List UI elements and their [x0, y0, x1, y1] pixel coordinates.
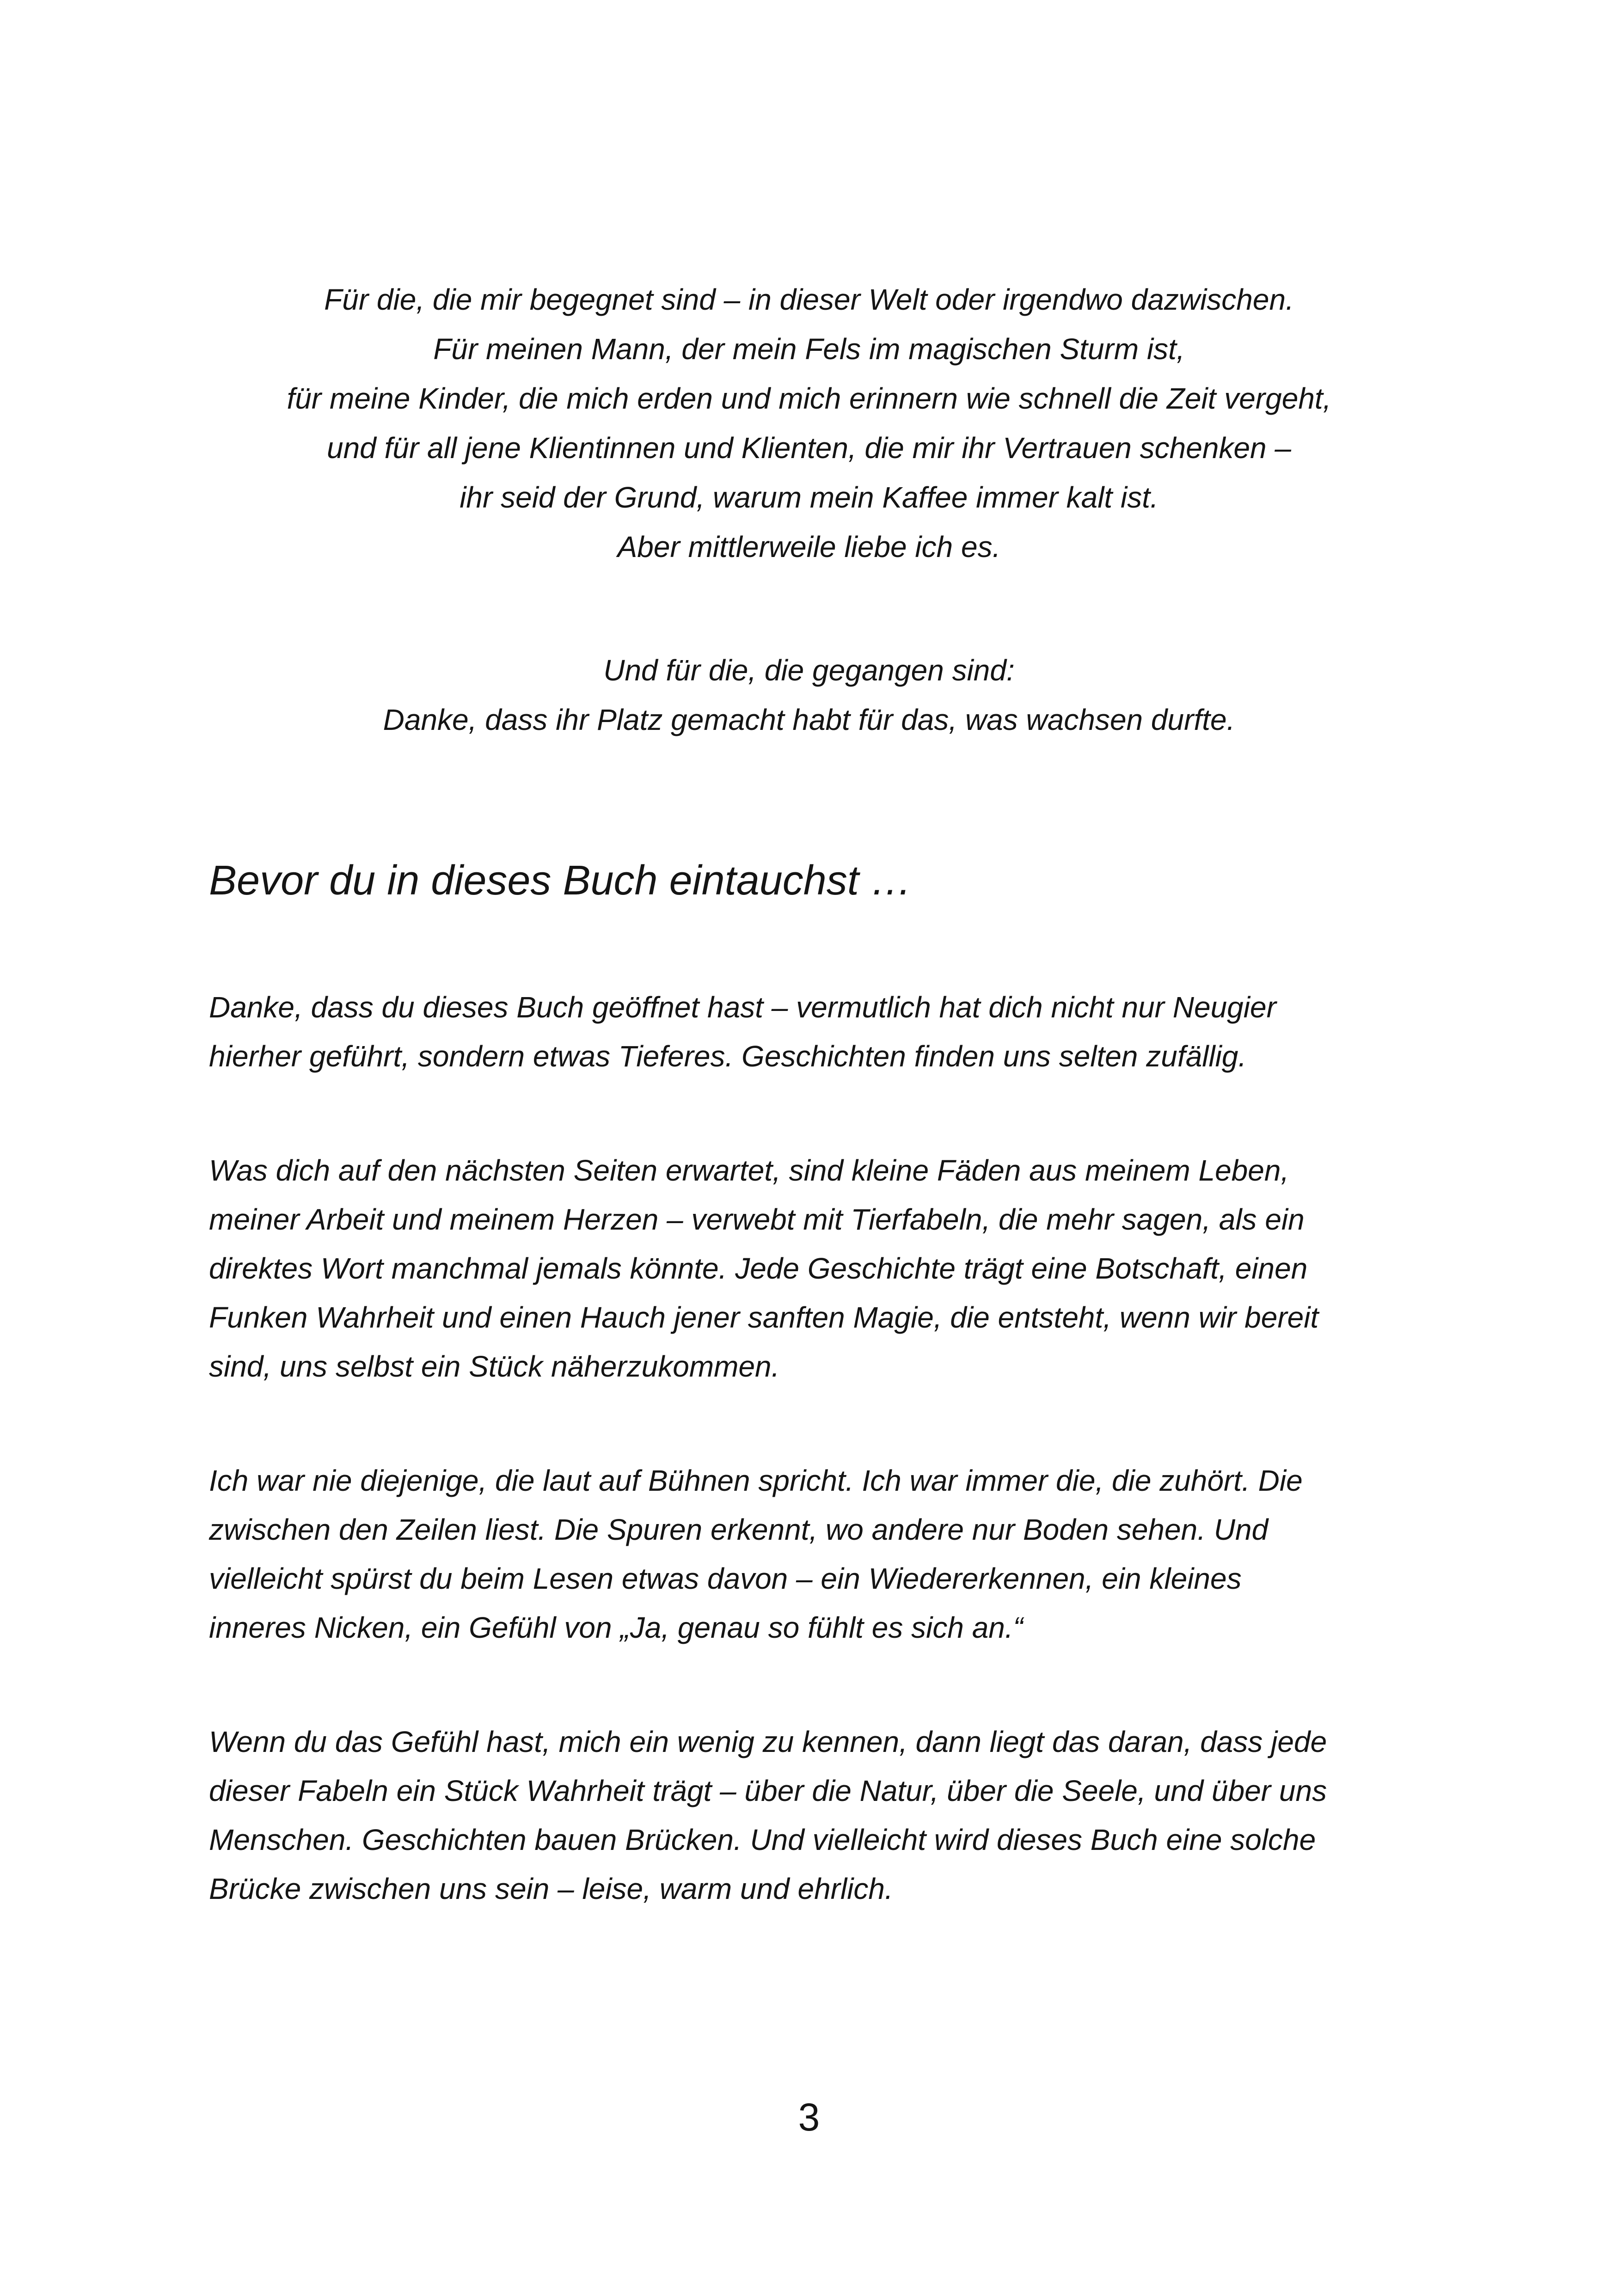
paragraph-line: Menschen. Geschichten bauen Brücken. Und vielleicht wird dieses Buch eine solche	[209, 1823, 1316, 1856]
paragraph-line: vielleicht spürst du beim Lesen etwas davon – ein Wiedererkennen, ein kleines	[209, 1562, 1242, 1595]
paragraph	[209, 983, 1457, 1081]
page-number: 3	[798, 2095, 820, 2139]
paragraph	[209, 1456, 1457, 1652]
paragraph-line: zwischen den Zeilen liest. Die Spuren erkennt, wo andere nur Boden sehen. Und	[209, 1513, 1269, 1546]
dedication-line: Aber mittlerweile liebe ich es.	[617, 530, 1001, 563]
paragraph-line: Ich war nie diejenige, die laut auf Bühnen spricht. Ich war immer die, die zuhört. Die	[209, 1464, 1303, 1497]
paragraph-line: Brücke zwischen uns sein – leise, warm und ehrlich.	[209, 1872, 893, 1905]
paragraph-line: sind, uns selbst ein Stück näherzukommen.	[209, 1350, 780, 1383]
paragraph-line: meiner Arbeit und meinem Herzen – verwebt mit Tierfabeln, die mehr sagen, als ein	[209, 1203, 1305, 1236]
dedication-line: Für meinen Mann, der mein Fels im magischen Sturm ist,	[433, 332, 1185, 366]
section-body	[209, 983, 1457, 1978]
paragraph-line: Wenn du das Gefühl hast, mich ein wenig zu kennen, dann liegt das daran, dass jede	[209, 1725, 1327, 1758]
paragraph	[209, 1717, 1457, 1913]
dedication	[139, 275, 1479, 745]
paragraph-line: Danke, dass du dieses Buch geöffnet hast – vermutlich hat dich nicht nur Neugier	[209, 991, 1276, 1024]
paragraph-line: hierher geführt, sondern etwas Tieferes. Geschichten finden uns selten zufällig.	[209, 1040, 1247, 1073]
paragraph-line: Was dich auf den nächsten Seiten erwartet, sind kleine Fäden aus meinem Leben,	[209, 1154, 1289, 1187]
paragraph-line: Funken Wahrheit und einen Hauch jener sanften Magie, die entsteht, wenn wir bereit	[209, 1301, 1319, 1334]
paragraph-line: dieser Fabeln ein Stück Wahrheit trägt – über die Natur, über die Seele, und über uns	[209, 1774, 1327, 1807]
paragraph-line: direktes Wort manchmal jemals könnte. Jede Geschichte trägt eine Botschaft, einen	[209, 1252, 1308, 1285]
paragraph	[209, 1146, 1457, 1391]
dedication-line: für meine Kinder, die mich erden und mich erinnern wie schnell die Zeit vergeht,	[287, 382, 1331, 415]
dedication-line: und für all jene Klientinnen und Klienten, die mir ihr Vertrauen schenken –	[326, 431, 1292, 465]
stanza-spacer	[139, 572, 1479, 646]
paragraph-line: inneres Nicken, ein Gefühl von „Ja, genau so fühlt es sich an.“	[209, 1611, 1023, 1644]
dedication-line: ihr seid der Grund, warum mein Kaffee immer kalt ist.	[460, 481, 1158, 514]
dedication-line: Danke, dass ihr Platz gemacht habt für das, was wachsen durfte.	[383, 703, 1235, 736]
section-heading: Bevor du in dieses Buch eintauchst …	[209, 857, 912, 904]
dedication-line: Und für die, die gegangen sind:	[603, 654, 1015, 687]
dedication-line: Für die, die mir begegnet sind – in dieser Welt oder irgendwo dazwischen.	[324, 283, 1294, 316]
